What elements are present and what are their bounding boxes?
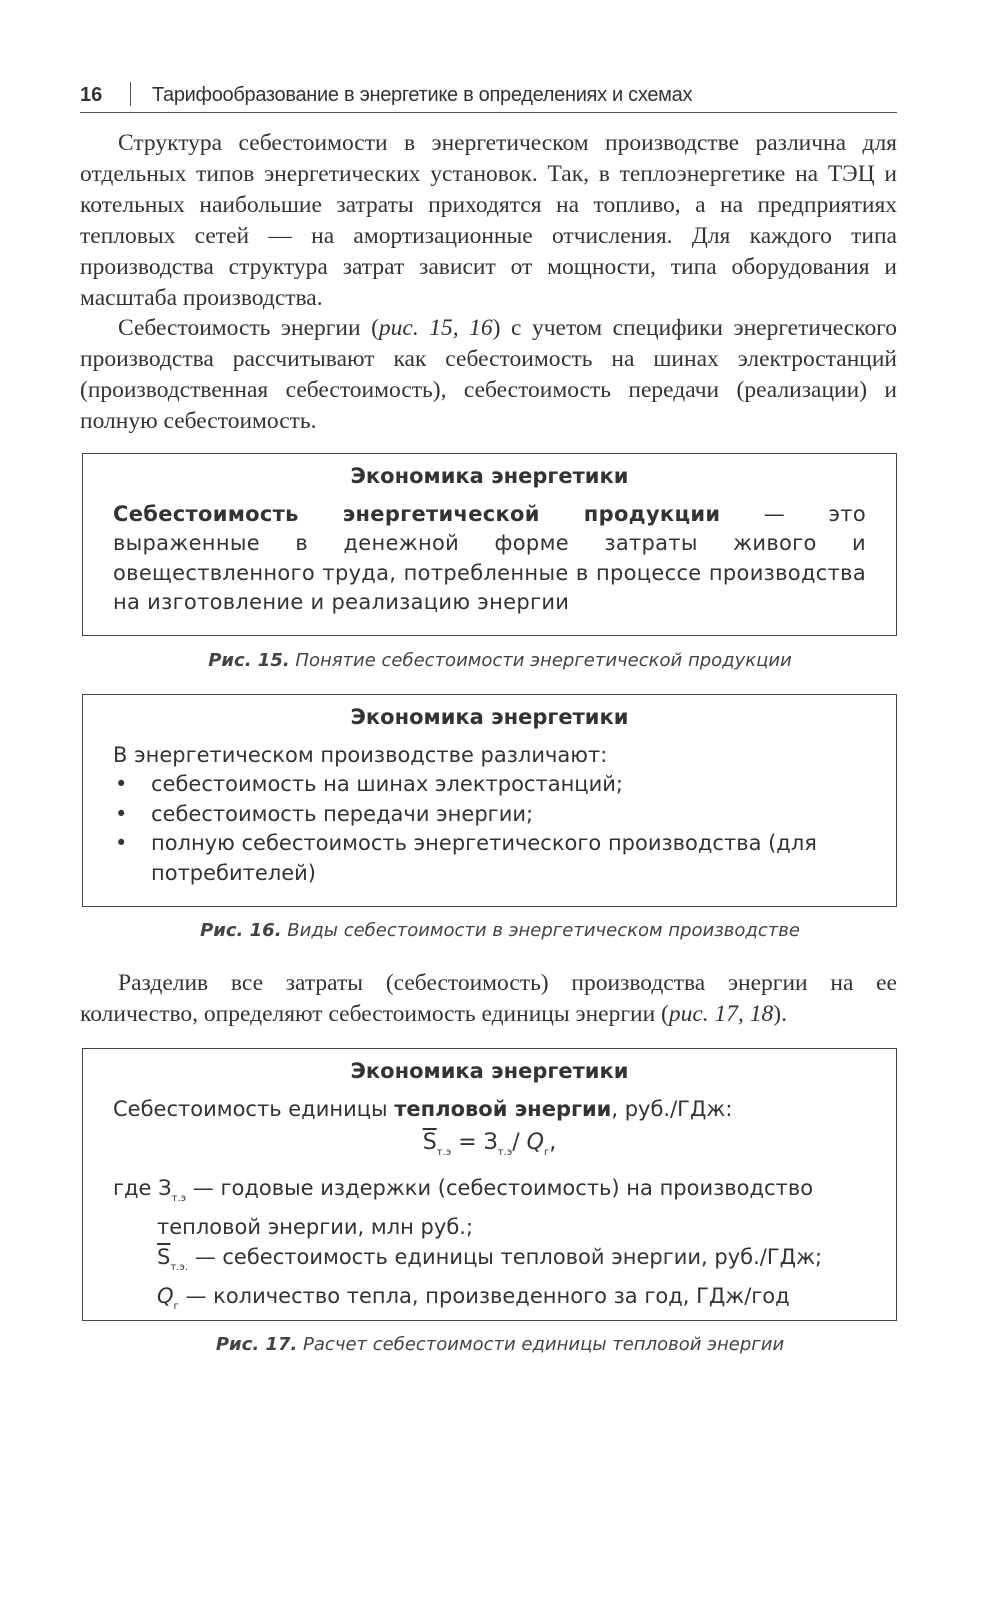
subscript: т.э.	[170, 1261, 189, 1273]
text: — себестоимость единицы тепловой энергии, руб./ГДж;	[188, 1244, 823, 1269]
list-item: • себестоимость передачи энергии;	[113, 800, 866, 830]
caption-text: Виды себестоимости в энергетическом производстве	[281, 920, 800, 941]
text: ) с учетом специфики энергетического производства рассчитывают как себестоимость на шинах электростанций (производственная себестоимость), себестоимость передачи (реализации) и полную себестоимость.	[80, 315, 897, 434]
caption-text: Понятие себестоимости энергетической продукции	[289, 650, 792, 671]
symbol: З	[483, 1130, 498, 1155]
figure-16-caption	[0, 920, 1000, 941]
intro: В энергетическом производстве различают:	[113, 742, 608, 767]
symbol: $\overline{S}$	[422, 1130, 437, 1155]
text: Себестоимость единицы	[113, 1096, 395, 1121]
symbol: $\overline{S}$	[157, 1244, 171, 1269]
list-item: • полную себестоимость энергетического производства (для потребителей)	[113, 829, 866, 888]
intro	[113, 1095, 866, 1125]
symbol: З	[158, 1175, 172, 1200]
subscript: т.э	[497, 1147, 513, 1158]
subscript: г	[543, 1147, 550, 1158]
text: , руб./ГДж:	[611, 1096, 733, 1121]
subscript: т.э	[171, 1192, 187, 1204]
box-title: Экономика энергетики	[350, 1059, 629, 1083]
text: Себестоимость энергии (	[118, 315, 379, 341]
page-number: 16	[80, 84, 103, 106]
term: Себестоимость энергетической продукции	[113, 501, 721, 526]
box-title: Экономика энергетики	[350, 464, 629, 488]
caption-label: Рис. 17.	[215, 1334, 298, 1355]
figure-15-box	[82, 453, 897, 636]
formula	[113, 1128, 866, 1168]
definition-3	[113, 1282, 866, 1322]
paragraph-1: Структура себестоимости в энергетическом производстве различна для отдельных типов энергетических установок. Так, в теплоэнергетике на ТЭЦ и котельных наибольшие затраты приходятся на топливо, а на предприятиях тепловых сетей — на амортизационные отчисления. Для каждого типа производства структура затрат зависит от мощности, типа оборудования и масштаба производства.	[80, 130, 897, 311]
caption-label: Рис. 15.	[208, 650, 290, 671]
box-title: Экономика энергетики	[350, 705, 629, 729]
symbol: Q	[526, 1130, 544, 1155]
paragraph-3	[80, 968, 897, 1030]
definition-2	[113, 1243, 866, 1283]
figure-15-caption	[0, 650, 1000, 671]
text: где	[113, 1175, 159, 1200]
figure-reference: рис. 15, 16	[378, 315, 493, 341]
bold-text: тепловой энергии	[394, 1096, 612, 1121]
symbol: Q	[157, 1284, 174, 1308]
running-header	[80, 80, 897, 113]
figure-16-box	[82, 694, 897, 907]
cost-types-list	[113, 770, 866, 888]
header-title: Тарифообразование в энергетике в определениях и схемах	[152, 84, 693, 106]
figure-17-caption	[0, 1334, 1000, 1355]
subscript: г	[173, 1301, 179, 1312]
punct: ,	[549, 1130, 557, 1155]
paragraph-2	[80, 313, 897, 437]
operator: /	[512, 1130, 527, 1155]
text: — годовые издержки (себестоимость) на производство тепловой энергии, млн руб.;	[157, 1175, 814, 1239]
operator: =	[451, 1130, 484, 1155]
list-item: • себестоимость на шинах электростанций;	[113, 770, 866, 800]
figure-17-box	[82, 1048, 897, 1321]
caption-label: Рис. 16.	[200, 920, 282, 941]
header-divider	[130, 82, 131, 106]
subscript: т.э	[436, 1147, 452, 1158]
figure-reference: рис. 17, 18	[668, 1001, 774, 1027]
definition-1	[113, 1174, 866, 1243]
text: Разделив все затраты (себестоимость) производства энергии на ее количество, определяют себестоимость единицы энергии (	[80, 970, 897, 1027]
definition-text: — это выраженные в денежной форме затраты живого и овеществленного труда, потребленные в процессе производства на изготовление и реализацию энергии	[113, 501, 866, 614]
caption-text: Расчет себестоимости единицы тепловой энергии	[297, 1334, 785, 1355]
text: ).	[773, 1001, 787, 1027]
text: — количество тепла, произведенного за год, ГДж/год	[178, 1284, 790, 1308]
definition	[113, 500, 866, 618]
